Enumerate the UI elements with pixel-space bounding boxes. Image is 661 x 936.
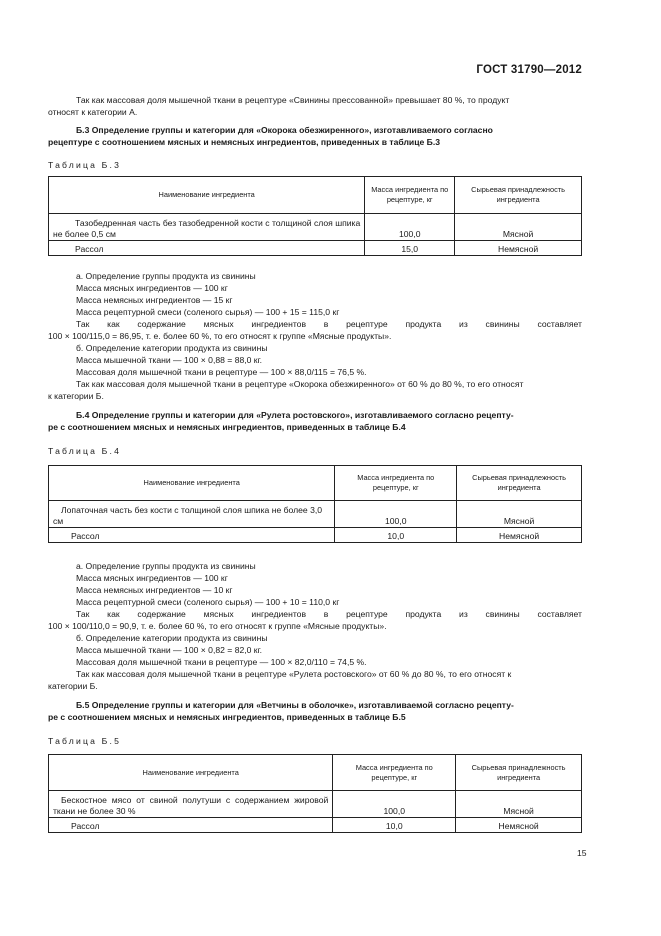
- calc-line: Масса мясных ингредиентов — 100 кг: [76, 573, 228, 583]
- table-caption: Таблица Б.3: [48, 160, 122, 170]
- section-heading: Б.4 Определение группы и категории для «Рулета ростовского», изготавливаемого согласно рецепту-: [76, 410, 514, 420]
- calc-line: к категории Б.: [48, 391, 104, 401]
- calc-line: Масса рецептурной смеси (соленого сырья) — 100 + 10 = 110,0 кг: [76, 597, 340, 607]
- calc-line: 100 × 100/115,0 = 86,95, т. е. более 60 %, то его относят к группе «Мясные продукты».: [48, 331, 392, 341]
- ingredient-type: Немясной: [455, 241, 582, 256]
- ingredient-name: Тазобедренная часть без тазобедренной кости с толщиной слоя шпика не более 0,5 см: [49, 214, 365, 241]
- section-heading: Б.5 Определение группы и категории для «Ветчины в оболочке», изготавливаемой согласно рецепту-: [76, 700, 514, 710]
- calc-line: Так как содержание мясных ингредиентов в рецептуре продукта из свинины составляет: [76, 319, 582, 329]
- column-header: Сырьевая принадлежность ингредиента: [455, 177, 582, 214]
- column-header: Наименование ингредиента: [49, 755, 333, 791]
- ingredients-table: [48, 176, 582, 256]
- intro-line: относят к категории А.: [48, 107, 138, 117]
- ingredient-mass: 10,0: [333, 818, 456, 833]
- section-heading: Б.3 Определение группы и категории для «Окорока обезжиренного», изготавливаемого согласно: [76, 125, 493, 135]
- ingredients-table: [48, 465, 582, 543]
- ingredient-name: Рассол: [49, 241, 365, 256]
- calc-line: б. Определение категории продукта из свинины: [76, 633, 268, 643]
- ingredient-type: Немясной: [456, 818, 582, 833]
- calc-line: Масса немясных ингредиентов — 10 кг: [76, 585, 233, 595]
- calc-line: Масса немясных ингредиентов — 15 кг: [76, 295, 233, 305]
- calc-line: а. Определение группы продукта из свинины: [76, 271, 256, 281]
- column-header: Масса ингредиента по рецептуре, кг: [365, 177, 455, 214]
- calc-line: Так как массовая доля мышечной ткани в рецептуре «Рулета ростовского» от 60 % до 80 %, то его относят к: [76, 669, 512, 679]
- table-header-row: [49, 177, 582, 214]
- ingredients-table: [48, 754, 582, 833]
- ingredient-name: Рассол: [49, 528, 335, 543]
- section-heading: рецептуре с соотношением мясных и немясных ингредиентов, приведенных в таблице Б.3: [48, 137, 440, 147]
- ingredient-mass: 100,0: [335, 501, 457, 528]
- calc-line: Масса мышечной ткани — 100 × 0,82 = 82,0 кг.: [76, 645, 263, 655]
- column-header: Наименование ингредиента: [49, 177, 365, 214]
- calc-line: Так как содержание мясных ингредиентов в рецептуре продукта из свинины составляет: [76, 609, 582, 619]
- ingredient-type: Мясной: [456, 791, 582, 818]
- table-header-row: [49, 755, 582, 791]
- calc-line: б. Определение категории продукта из свинины: [76, 343, 268, 353]
- column-header: Сырьевая принадлежность ингредиента: [456, 755, 582, 791]
- table-row: [49, 818, 582, 833]
- calc-line: Масса мясных ингредиентов — 100 кг: [76, 283, 228, 293]
- column-header: Сырьевая принадлежность ингредиента: [457, 466, 582, 501]
- ingredient-mass: 100,0: [365, 214, 455, 241]
- calc-line: категории Б.: [48, 681, 98, 691]
- intro-line: Так как массовая доля мышечной ткани в рецептуре «Свинины прессованной» превышает 80 %, то продукт: [76, 95, 510, 105]
- calc-line: Массовая доля мышечной ткани в рецептуре — 100 × 82,0/110 = 74,5 %.: [76, 657, 367, 667]
- section-heading: ре с соотношением мясных и немясных ингредиентов, приведенных в таблице Б.4: [48, 422, 406, 432]
- table-row: [49, 528, 582, 543]
- table-row: [49, 241, 582, 256]
- table-row: [49, 791, 582, 818]
- table-caption: Таблица Б.5: [48, 736, 122, 746]
- column-header: Масса ингредиента по рецептуре, кг: [335, 466, 457, 501]
- ingredient-type: Немясной: [457, 528, 582, 543]
- calc-line: Массовая доля мышечной ткани в рецептуре — 100 × 88,0/115 = 76,5 %.: [76, 367, 367, 377]
- table-row: [49, 214, 582, 241]
- column-header: Наименование ингредиента: [49, 466, 335, 501]
- standard-header: ГОСТ 31790—2012: [476, 64, 582, 76]
- ingredient-type: Мясной: [455, 214, 582, 241]
- ingredient-type: Мясной: [457, 501, 582, 528]
- ingredient-name: Бескостное мясо от свиной полутуши с содержанием жировой ткани не более 30 %: [49, 791, 333, 818]
- calc-line: Так как массовая доля мышечной ткани в рецептуре «Окорока обезжиренного» от 60 % до 80 %, то его относят: [76, 379, 524, 389]
- table-row: [49, 501, 582, 528]
- column-header: Масса ингредиента по рецептуре, кг: [333, 755, 456, 791]
- calc-line: Масса рецептурной смеси (соленого сырья) — 100 + 15 = 115,0 кг: [76, 307, 340, 317]
- ingredient-mass: 100,0: [333, 791, 456, 818]
- ingredient-name: Лопаточная часть без кости с толщиной слоя шпика не более 3,0 см: [49, 501, 335, 528]
- calc-line: Масса мышечной ткани — 100 × 0,88 = 88,0 кг.: [76, 355, 263, 365]
- ingredient-name: Рассол: [49, 818, 333, 833]
- calc-line: а. Определение группы продукта из свинины: [76, 561, 256, 571]
- page-number: 15: [577, 848, 587, 858]
- ingredient-mass: 15,0: [365, 241, 455, 256]
- ingredient-mass: 10,0: [335, 528, 457, 543]
- calc-line: 100 × 100/110,0 = 90,9, т. е. более 60 %, то его относят к группе «Мясные продукты».: [48, 621, 387, 631]
- table-header-row: [49, 466, 582, 501]
- table-caption: Таблица Б.4: [48, 446, 122, 456]
- section-heading: ре с соотношением мясных и немясных ингредиентов, приведенных в таблице Б.5: [48, 712, 406, 722]
